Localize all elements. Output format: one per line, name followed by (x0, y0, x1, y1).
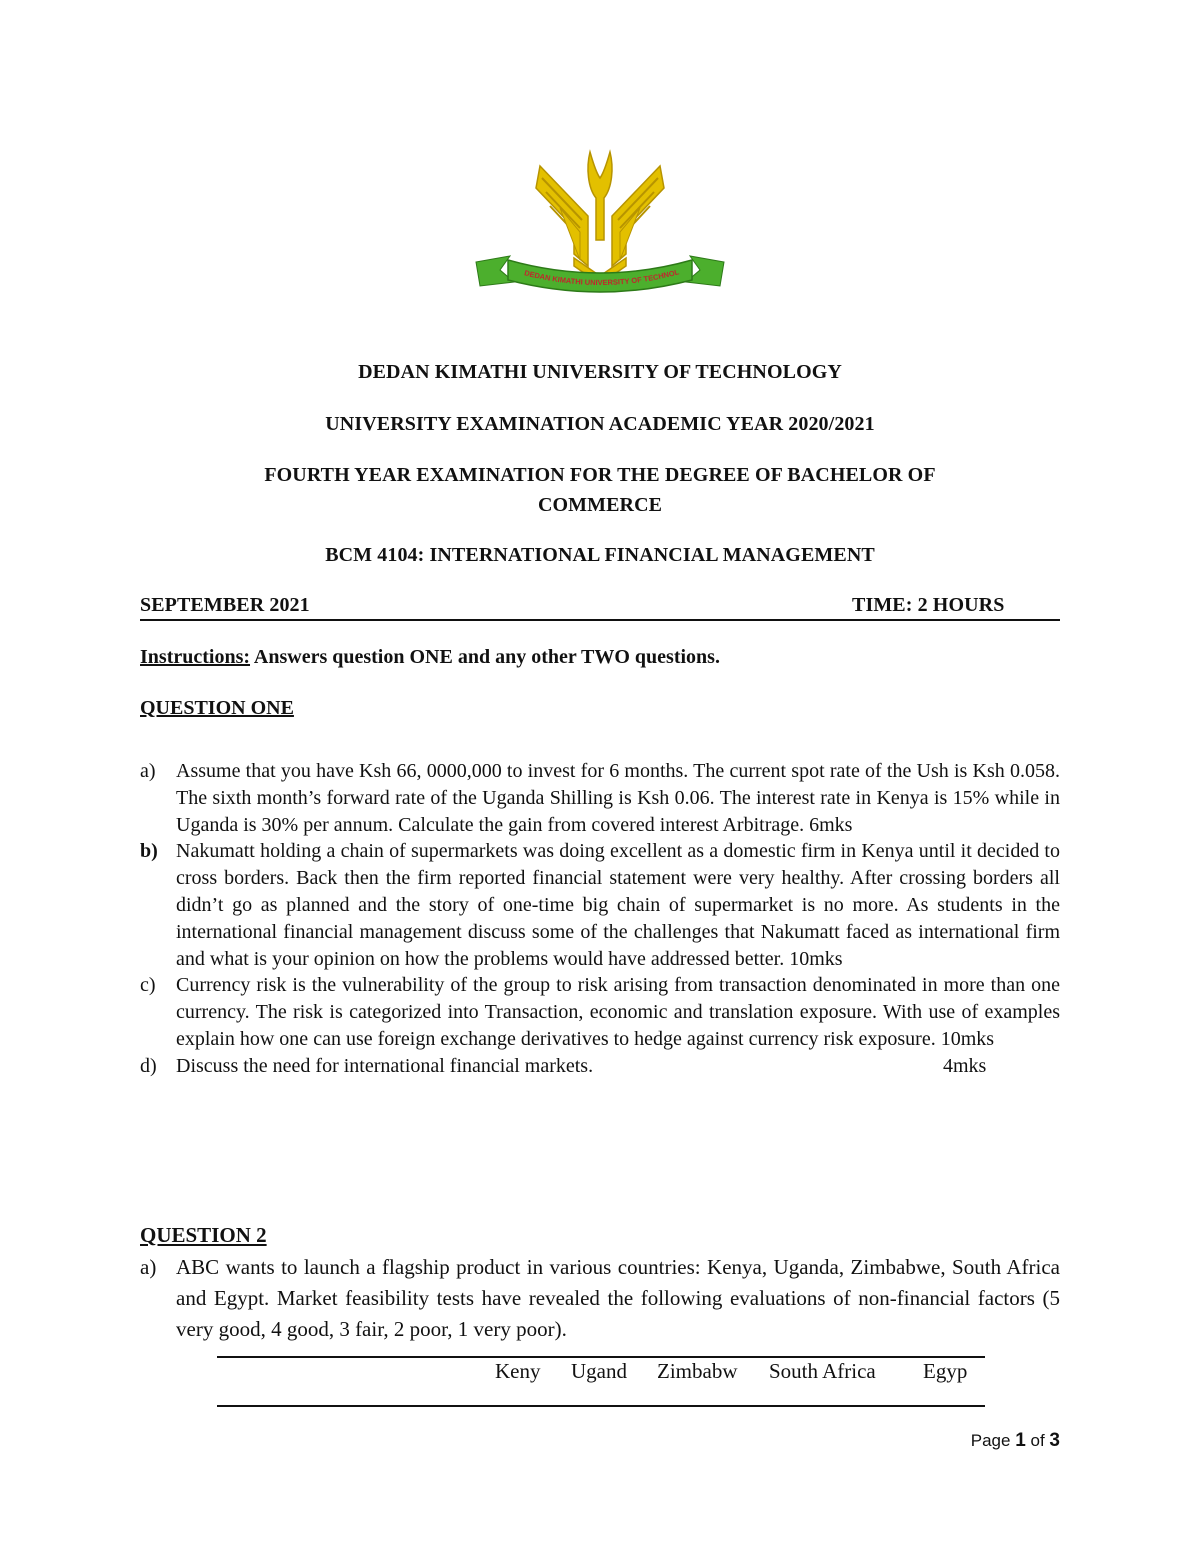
logo-banner-text: DEDAN KIMATHI UNIVERSITY OF TECHNOL (523, 267, 681, 288)
page-word: Page (970, 1431, 1011, 1450)
table-top-rule (217, 1356, 985, 1358)
table-header-uganda: Ugand (571, 1359, 627, 1383)
item-text: ABC wants to launch a flagship product in various countries: Kenya, Uganda, Zimbabwe, South Africa and Egypt. Market feasibility tests have revealed the following evaluations of non-financial factors (5 very good, 4 good, 3 fair, 2 poor, 1 very poor). (176, 1255, 1060, 1341)
question-one-item-d (140, 1053, 1060, 1080)
item-label: a) (140, 760, 156, 782)
item-marks: 4mks (943, 1054, 987, 1077)
exam-year: UNIVERSITY EXAMINATION ACADEMIC YEAR 2020/2021 (325, 413, 875, 435)
question-one-item-a (140, 758, 1060, 838)
table-bottom-rule (217, 1405, 985, 1407)
item-label: d) (140, 1054, 157, 1077)
page-footer (971, 1430, 1060, 1452)
logo-left-wing (536, 166, 588, 266)
table-header-south-africa: South Africa (769, 1359, 876, 1383)
university-name: DEDAN KIMATHI UNIVERSITY OF TECHNOLOGY (358, 361, 842, 383)
instructions-label: Instructions: (140, 646, 251, 668)
question-two-title: QUESTION 2 (140, 1223, 267, 1247)
table-header-egypt: Egyp (923, 1359, 968, 1383)
instructions-text: Answers question ONE and any other TWO questions. (250, 646, 720, 668)
evaluation-table (217, 1356, 985, 1408)
course-title: BCM 4104: INTERNATIONAL FINANCIAL MANAGEMENT (325, 544, 875, 566)
degree-line-2: COMMERCE (537, 494, 663, 516)
exam-time: TIME: 2 HOURS (852, 594, 1005, 616)
question-one-item-b (140, 838, 1060, 972)
exam-date: SEPTEMBER 2021 (140, 594, 310, 616)
item-text: Discuss the need for international financial markets. (176, 1054, 594, 1077)
item-text: Assume that you have Ksh 66, 0000,000 to invest for 6 months. The current spot rate of the Ush is Ksh 0.058. The sixth month’s forward rate of the Uganda Shilling is Ksh 0.06. The interest rate in Kenya is 15% while in Uganda is 30% per annum. Calculate the gain from covered interest Arbitrage. 6mks (176, 760, 1060, 836)
item-label: c) (140, 974, 156, 997)
item-text: Nakumatt holding a chain of supermarkets was doing excellent as a domestic firm in Kenya until it decided to cross borders. Back then the firm reported financial statement were very healthy. After crossing borders all didn’t go as planned and the story of one-time big chain of supermarket is no more. As students in the international financial management discuss some of the challenges that Nakumatt faced as international firm and what is your opinion on how the problems would have addressed better. 10mks (176, 840, 1060, 970)
date-time-underline (140, 619, 1060, 621)
logo-emblem (470, 148, 730, 308)
of-word: of (1030, 1431, 1045, 1450)
item-label: b) (140, 840, 158, 863)
item-text: Currency risk is the vulnerability of the group to risk arising from transaction denominated in more than one currency. The risk is categorized into Transaction, economic and translation exposure. With use of examples explain how one can use foreign exchange derivatives to hedge against currency risk exposure. 10mks (176, 974, 1060, 1050)
instructions (140, 646, 720, 669)
page-number: 1 (1015, 1430, 1026, 1451)
page-total: 3 (1049, 1430, 1060, 1451)
question-one-item-c (140, 972, 1060, 1052)
question-two-item-a (140, 1252, 1060, 1345)
university-logo (470, 148, 730, 308)
table-header-kenya: Keny (495, 1359, 541, 1383)
degree-line-1: FOURTH YEAR EXAMINATION FOR THE DEGREE OF BACHELOR OF (264, 464, 936, 486)
question-one-title: QUESTION ONE (140, 697, 294, 719)
item-label: a) (140, 1255, 157, 1279)
table-header-zimbabwe: Zimbabw (657, 1359, 738, 1383)
question-one-list (140, 758, 1060, 1080)
logo-right-wing (612, 166, 664, 266)
